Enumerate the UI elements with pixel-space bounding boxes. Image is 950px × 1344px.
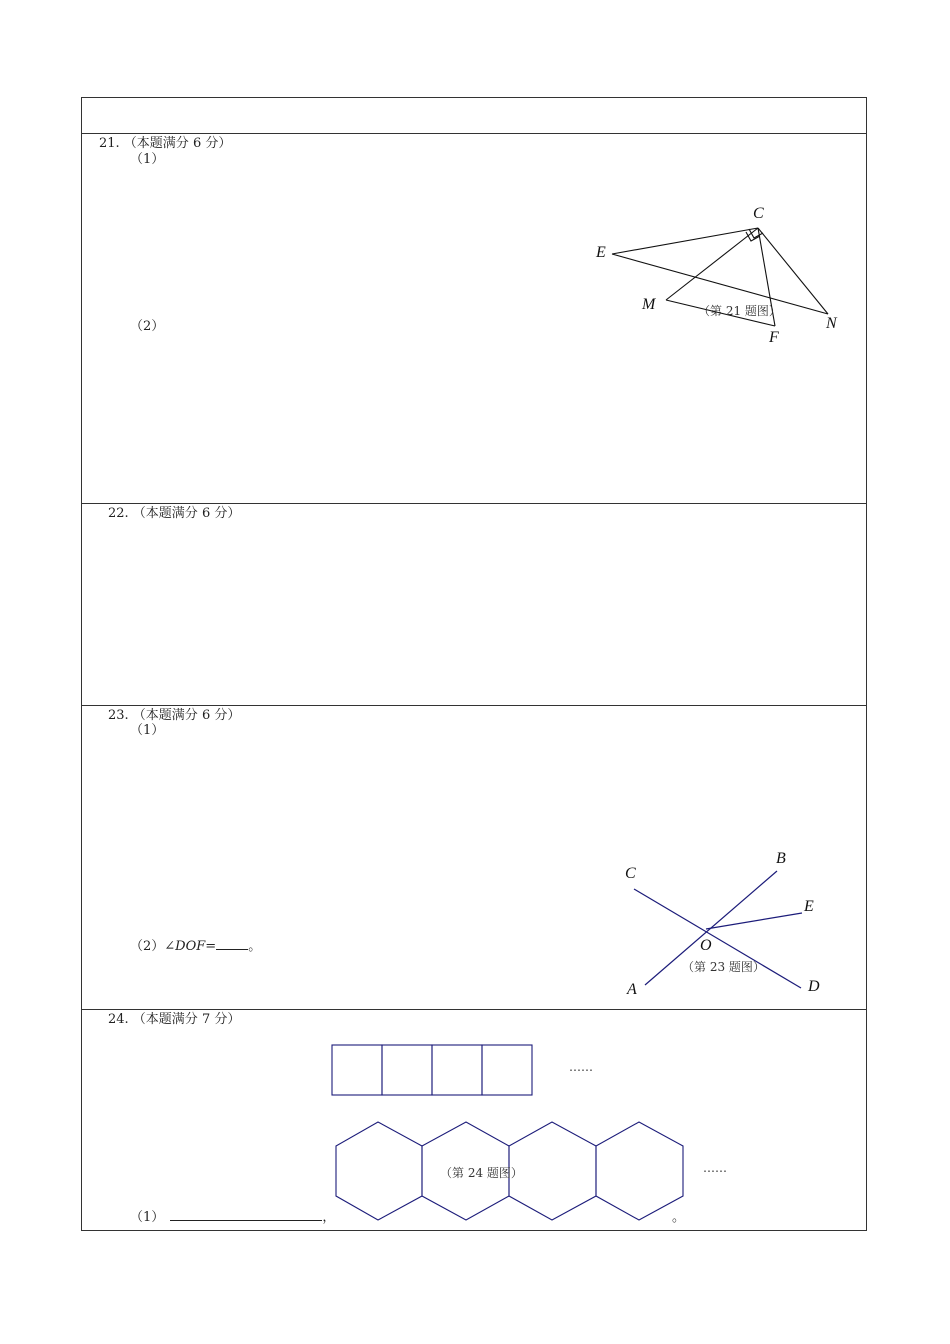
point-label-E: E	[596, 244, 606, 261]
q21-heading: 21. （本题满分 6 分）	[99, 136, 232, 151]
square-2	[382, 1045, 432, 1095]
point-label-N: N	[826, 315, 837, 332]
q24-heading: 24. （本题满分 7 分）	[108, 1012, 241, 1027]
point-label-F: F	[769, 329, 779, 346]
q24-comma: ，	[322, 1210, 336, 1225]
point-label-E: E	[804, 898, 814, 915]
question-21-section	[82, 134, 866, 504]
q24-ellipsis-hexagons: ……	[703, 1161, 727, 1175]
q23-part2-prefix: （2）∠	[130, 939, 176, 954]
segment-CN	[758, 228, 828, 314]
header-row	[82, 98, 866, 134]
q23-heading: 23. （本题满分 6 分）	[108, 708, 241, 723]
question-24-section	[82, 1010, 866, 1232]
q24-part1-line	[130, 1210, 335, 1226]
question-22-section	[82, 504, 866, 706]
point-label-O: O	[700, 937, 712, 954]
point-label-C: C	[625, 865, 636, 882]
q21-figure-caption: （第 21 题图）	[698, 304, 781, 318]
square-3	[432, 1045, 482, 1095]
q23-figure	[82, 706, 868, 1010]
segment-MC	[666, 228, 758, 300]
point-label-B: B	[776, 850, 786, 867]
answer-sheet	[81, 97, 867, 1231]
segment-EC	[612, 228, 758, 254]
square-1	[332, 1045, 382, 1095]
q23-part1-label: （1）	[130, 723, 165, 738]
q21-figure	[82, 134, 868, 504]
square-4	[482, 1045, 532, 1095]
point-label-D: D	[808, 978, 820, 995]
hexagon-1	[336, 1122, 422, 1220]
hexagon-4	[596, 1122, 683, 1220]
right-angle-mark-2	[749, 229, 763, 238]
point-label-C: C	[753, 205, 764, 222]
q24-ellipsis-squares: ……	[569, 1060, 593, 1074]
q24-part1-answer-blank[interactable]	[170, 1220, 322, 1221]
point-label-M: M	[642, 296, 656, 313]
q22-heading: 22. （本题满分 6 分）	[108, 506, 241, 521]
point-label-A: A	[627, 981, 637, 998]
q23-equals: =	[205, 939, 217, 954]
q21-part2-label: （2）	[130, 319, 165, 334]
q24-figure-caption: （第 24 题图）	[440, 1166, 523, 1180]
q23-part2-end: 。	[248, 939, 262, 954]
q24-period: 。	[672, 1210, 686, 1225]
q23-angle-name: DOF	[175, 939, 206, 954]
ray-OE	[706, 913, 802, 929]
q24-figure	[82, 1010, 868, 1232]
q23-figure-caption: （第 23 题图）	[682, 960, 765, 974]
q24-part1-label: （1）	[130, 1210, 165, 1225]
question-23-section	[82, 706, 866, 1010]
q21-part1-label: （1）	[130, 152, 165, 167]
